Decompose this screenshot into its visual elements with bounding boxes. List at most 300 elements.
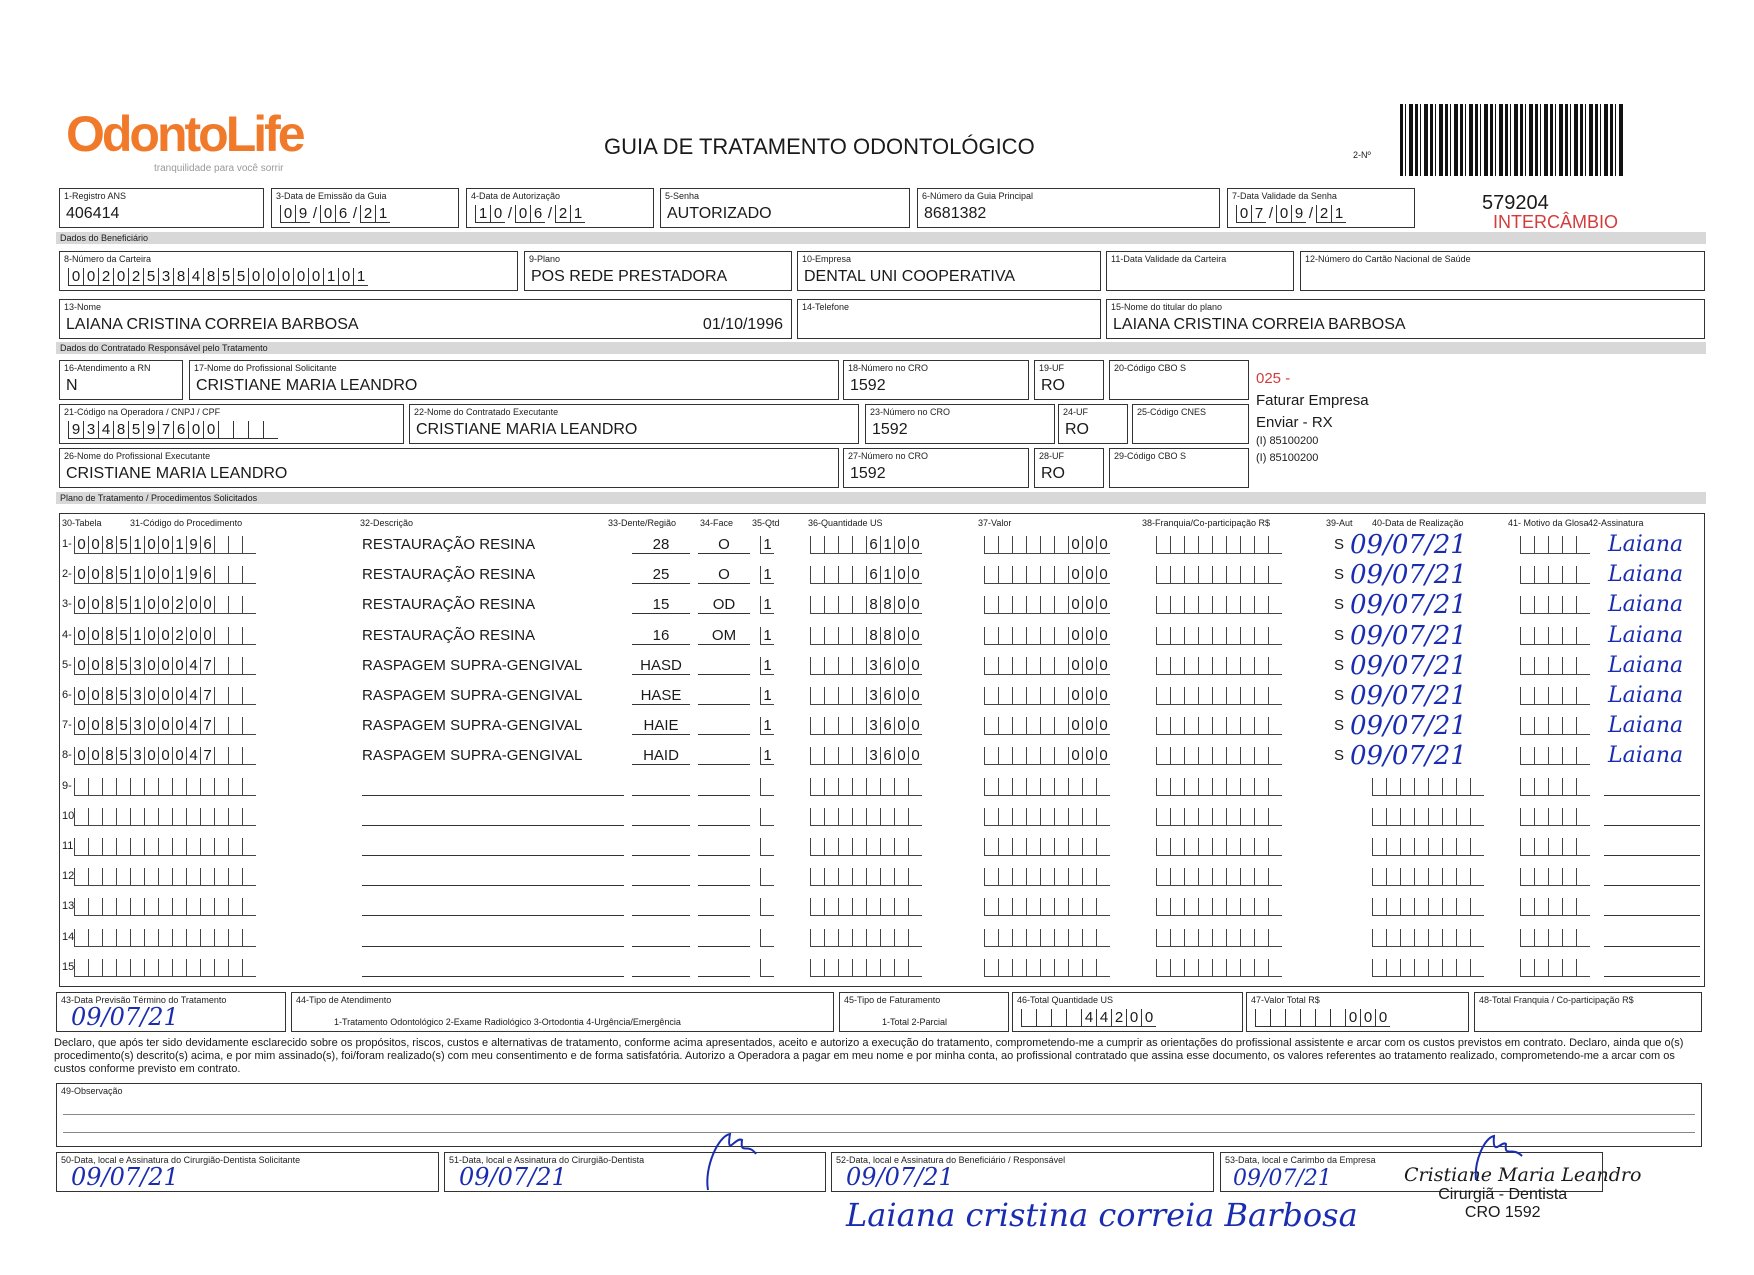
data-realizacao-digit — [1414, 959, 1428, 977]
motivo-glosa-digit — [1520, 778, 1534, 796]
quantidade-us-digit — [838, 898, 852, 916]
motivo-glosa-digit — [1520, 627, 1534, 645]
numero-carteira-digit: 0 — [113, 268, 128, 286]
assinatura-solicitante-date: 09/07/21 — [71, 1163, 179, 1191]
procedure-code-digit — [242, 898, 256, 916]
quantidade-us-digit — [852, 566, 866, 584]
numero-carteira-digit: 5 — [218, 268, 233, 286]
procedure-code-digit — [88, 868, 102, 886]
procedure-code-digit — [214, 898, 228, 916]
valor-digit — [1012, 778, 1026, 796]
valor-digit — [1040, 566, 1054, 584]
valor-digit — [1054, 838, 1068, 856]
quantidade-us-digit: 3 — [866, 687, 880, 705]
quantidade — [760, 808, 774, 826]
quantidade-us-digit: 0 — [894, 657, 908, 675]
procedure-description — [362, 808, 624, 826]
quantidade-us-digit: 0 — [894, 536, 908, 554]
cro-executante-label: 23-Número no CRO — [870, 407, 951, 417]
data-realizacao-digit — [1386, 778, 1400, 796]
patient-signature: Laiana cristina correia Barbosa — [846, 1196, 1358, 1234]
profissional-executante-field[interactable] — [59, 448, 839, 488]
procedure-code-digit: 1 — [172, 536, 186, 554]
franquia-digit — [1198, 627, 1212, 645]
procedure-code — [74, 808, 256, 826]
valor — [984, 959, 1110, 977]
empresa-field[interactable] — [797, 251, 1101, 291]
quantidade-us-digit — [908, 778, 922, 796]
quantidade-us-digit: 6 — [866, 566, 880, 584]
franquia — [1156, 959, 1282, 977]
motivo-glosa-digit — [1562, 808, 1576, 826]
franquia-digit — [1226, 838, 1240, 856]
procedure-code-digit — [214, 627, 228, 645]
motivo-glosa-digit — [1548, 959, 1562, 977]
procedure-code-digit — [102, 898, 116, 916]
procedure-code — [74, 627, 256, 645]
quantidade-us-digit: 6 — [880, 717, 894, 735]
numero-carteira-digit: 0 — [263, 268, 278, 286]
quantidade-us-digit: 3 — [866, 747, 880, 765]
registro-ans-label: 1-Registro ANS — [64, 191, 127, 201]
valor — [984, 778, 1110, 796]
uf-solicitante-field[interactable] — [1034, 360, 1104, 400]
data-realizacao-digit — [1470, 959, 1484, 977]
franquia-digit — [1226, 717, 1240, 735]
titular-plano-field[interactable] — [1106, 299, 1705, 339]
data-emissao-label: 3-Data de Emissão da Guia — [276, 191, 387, 201]
data-previsao-field[interactable] — [56, 992, 286, 1032]
procedure-code-digit — [74, 868, 88, 886]
registro-ans-field[interactable] — [59, 188, 264, 228]
data-realizacao-digit — [1442, 868, 1456, 886]
motivo-glosa — [1520, 657, 1590, 675]
quantidade-us-digit — [894, 778, 908, 796]
valor-total-digit — [1270, 1009, 1285, 1027]
quantidade-us-digit: 0 — [908, 657, 922, 675]
guia-number-label: 2-Nº — [1353, 150, 1371, 160]
procedure-code-digit: 0 — [144, 627, 158, 645]
quantidade-us-digit — [810, 596, 824, 614]
quantidade-us-digit — [824, 959, 838, 977]
contratado-executante-field[interactable] — [409, 404, 859, 444]
franquia-digit — [1184, 687, 1198, 705]
valor-digit — [1012, 627, 1026, 645]
franquia-digit — [1268, 657, 1282, 675]
motivo-glosa-digit — [1562, 627, 1576, 645]
valor-digit: 0 — [1096, 566, 1110, 584]
motivo-glosa-digit — [1548, 536, 1562, 554]
franquia-digit — [1226, 627, 1240, 645]
declaration-text: Declaro, que após ter sido devidamente esclarecido sobre os propósitos, riscos, custos e alternativas de tratamento, conforme acima apresentados, aceito e autorizo a execução do tratamento, comprometendo-me a cumprir as orientações do profissional assistente e arcar com os custos previstos em contrato. Declaro, ainda que o(s) procedimento(s) descrito(s) acima, e por mim assinado(s), foi/foram realizado(s) com meu consentimento e de forma satisfatória. Autorizo a Operadora a pagar em meu nome e por minha conta, ao profissional contratado que assina esse documento, os valores referentes ao tratamento realizado, comprometendo-me a arcar com os custos conforme previsto em contrato. — [54, 1037, 1684, 1075]
cbo-solicitante-label: 20-Código CBO S — [1114, 363, 1187, 373]
quantidade-digit — [760, 778, 774, 796]
cro-solicitante-field[interactable] — [843, 360, 1029, 400]
data-realizacao: 09/07/21 — [1350, 741, 1467, 772]
quantidade-us-digit: 0 — [908, 717, 922, 735]
telefone-label: 14-Telefone — [802, 302, 850, 312]
franquia-digit — [1156, 627, 1170, 645]
data-realizacao-digit — [1470, 778, 1484, 796]
franquia-digit — [1268, 687, 1282, 705]
franquia-digit — [1254, 536, 1268, 554]
franquia-digit — [1212, 596, 1226, 614]
franquia-digit — [1254, 717, 1268, 735]
valor-digit — [1082, 898, 1096, 916]
data-validade-senha-field[interactable] — [1227, 188, 1415, 228]
quantidade-us-digit — [894, 838, 908, 856]
franquia-digit — [1254, 747, 1268, 765]
valor-digit: 0 — [1068, 566, 1082, 584]
procedure-code-digit — [200, 778, 214, 796]
quantidade-us-digit — [866, 898, 880, 916]
total-franquia-field[interactable] — [1474, 992, 1702, 1032]
quantidade-us-digit — [810, 717, 824, 735]
procedure-code-digit — [228, 929, 242, 947]
row-signature: Laiana — [1608, 743, 1684, 769]
dente-regiao: 28 — [632, 536, 690, 554]
motivo-glosa-digit — [1562, 778, 1576, 796]
cartao-nacional-saude-field[interactable] — [1300, 251, 1705, 291]
nome-field[interactable] — [59, 299, 792, 339]
assinatura-beneficiario-field[interactable] — [831, 1152, 1214, 1192]
quantidade-us-digit — [824, 838, 838, 856]
valor-digit: 0 — [1096, 687, 1110, 705]
assinatura-solicitante-field[interactable] — [56, 1152, 439, 1192]
procedure-code-digit — [214, 959, 228, 977]
franquia-digit — [1212, 536, 1226, 554]
franquia-digit — [1198, 687, 1212, 705]
valor-digit — [998, 536, 1012, 554]
valor-digit — [1096, 838, 1110, 856]
procedure-code-digit — [242, 778, 256, 796]
data-emissao-digit: 0 — [280, 205, 295, 223]
valor — [984, 898, 1110, 916]
procedure-code-digit — [242, 747, 256, 765]
data-realizacao — [1372, 929, 1484, 947]
quantidade-us-digit: 0 — [894, 596, 908, 614]
numero-carteira-field[interactable] — [59, 251, 518, 291]
data-realizacao-digit — [1428, 868, 1442, 886]
quantidade-us-digit: 3 — [866, 717, 880, 735]
quantidade — [760, 898, 774, 916]
uf-solicitante-value: RO — [1041, 377, 1065, 394]
valor-digit: 0 — [1068, 747, 1082, 765]
franquia-digit — [1268, 838, 1282, 856]
assinatura-solicitante-label: 50-Data, local e Assinatura do Cirurgião-Dentista Solicitante — [61, 1155, 301, 1165]
valor-digit — [998, 687, 1012, 705]
quantidade — [760, 717, 774, 735]
codigo-operadora-field[interactable] — [59, 404, 404, 444]
procedure-code-digit — [214, 808, 228, 826]
motivo-glosa-digit — [1562, 687, 1576, 705]
motivo-glosa-digit — [1520, 838, 1534, 856]
franquia-digit — [1184, 838, 1198, 856]
data-nascimento-value: 01/10/1996 — [702, 316, 783, 333]
profissional-solicitante-field[interactable] — [189, 360, 839, 400]
data-realizacao-digit — [1372, 898, 1386, 916]
face — [698, 687, 750, 705]
procedure-code-digit: 1 — [130, 596, 144, 614]
numero-guia-principal-field[interactable] — [917, 188, 1220, 228]
codigo-operadora-digit: 8 — [113, 421, 128, 439]
numero-carteira-digit: 5 — [143, 268, 158, 286]
plano-field[interactable] — [524, 251, 792, 291]
dentist-signature — [700, 1128, 770, 1192]
procedure-code-digit — [172, 929, 186, 947]
franquia-digit — [1240, 929, 1254, 947]
quantidade-digit — [760, 808, 774, 826]
numero-carteira-digit: 4 — [188, 268, 203, 286]
franquia-digit — [1170, 627, 1184, 645]
codigo-operadora-digits — [68, 421, 278, 439]
quantidade-us-digit — [824, 808, 838, 826]
data-realizacao-digit — [1414, 808, 1428, 826]
numero-carteira-digit: 5 — [233, 268, 248, 286]
motivo-glosa-digit — [1534, 536, 1548, 554]
row-number: 9- — [62, 779, 72, 792]
procedure-code-digit: 8 — [102, 536, 116, 554]
valor-digit — [998, 596, 1012, 614]
data-realizacao-digit — [1400, 868, 1414, 886]
data-realizacao-digit — [1400, 959, 1414, 977]
cbo-solicitante-field[interactable] — [1109, 360, 1249, 400]
quantidade-us — [810, 778, 922, 796]
data-realizacao-digit — [1386, 929, 1400, 947]
codigo-operadora-digit: 3 — [83, 421, 98, 439]
row-signature — [1604, 808, 1700, 826]
quantidade — [760, 657, 774, 675]
motivo-glosa-digit — [1548, 566, 1562, 584]
row-signature: Laiana — [1608, 683, 1684, 708]
uf-profissional-field[interactable] — [1034, 448, 1104, 488]
procedure-code-digit — [242, 808, 256, 826]
uf-profissional-label: 28-UF — [1039, 451, 1065, 461]
procedure-code-digit: 7 — [200, 657, 214, 675]
valor-total-field[interactable] — [1246, 992, 1469, 1032]
quantidade-us-digit — [852, 536, 866, 554]
motivo-glosa-digit — [1534, 657, 1548, 675]
cro-profissional-field[interactable] — [843, 448, 1029, 488]
cbo-profissional-field[interactable] — [1109, 448, 1249, 488]
data-validade-carteira-label: 11-Data Validade da Carteira — [1111, 254, 1227, 264]
total-quantidade-us-field[interactable] — [1012, 992, 1243, 1032]
motivo-glosa-digit — [1534, 687, 1548, 705]
dente-regiao — [632, 898, 690, 916]
procedure-code-digit — [144, 929, 158, 947]
data-realizacao-digit — [1470, 868, 1484, 886]
contratado-executante-label: 22-Nome do Contratado Executante — [414, 407, 559, 417]
procedure-code-digit: 0 — [158, 687, 172, 705]
procedure-code-digit: 0 — [144, 536, 158, 554]
cro-executante-field[interactable] — [865, 404, 1055, 444]
franquia-digit — [1156, 717, 1170, 735]
franquia-digit — [1198, 536, 1212, 554]
profissional-executante-label: 26-Nome do Profissional Executante — [64, 451, 211, 461]
quantidade — [760, 747, 774, 765]
procedure-code-digit — [88, 838, 102, 856]
motivo-glosa-digit — [1520, 657, 1534, 675]
total-quantidade-us-digit — [1036, 1009, 1051, 1027]
dente-regiao — [632, 959, 690, 977]
franquia-digit — [1170, 747, 1184, 765]
quantidade-us-digit — [824, 868, 838, 886]
valor-digit: 0 — [1068, 536, 1082, 554]
table-header-cell: 39-Aut — [1326, 518, 1353, 528]
data-validade-senha-digit: 7 — [1251, 205, 1266, 223]
procedure-code-digit: 7 — [200, 747, 214, 765]
franquia-digit — [1212, 808, 1226, 826]
procedure-code-digit: 0 — [88, 627, 102, 645]
procedure-code-digit: 4 — [186, 657, 200, 675]
franquia-digit — [1156, 566, 1170, 584]
data-validade-senha-label: 7-Data Validade da Senha — [1232, 191, 1337, 201]
franquia-digit — [1184, 929, 1198, 947]
procedure-code-digit: 6 — [200, 566, 214, 584]
motivo-glosa-digit — [1576, 566, 1590, 584]
procedure-code-digit — [144, 868, 158, 886]
dente-regiao: 15 — [632, 596, 690, 614]
row-number: 15 — [62, 960, 75, 973]
procedure-code-digit: 4 — [186, 687, 200, 705]
franquia-digit — [1240, 536, 1254, 554]
franquia-digit — [1198, 929, 1212, 947]
procedure-code — [74, 566, 256, 584]
franquia-digit — [1156, 898, 1170, 916]
franquia-digit — [1212, 717, 1226, 735]
total-quantidade-us-digit: 4 — [1081, 1009, 1096, 1027]
numero-carteira-digit: 1 — [353, 268, 368, 286]
franquia-digit — [1226, 959, 1240, 977]
telefone-field[interactable] — [797, 299, 1101, 339]
uf-executante-field[interactable] — [1058, 404, 1128, 444]
valor-total-digit — [1330, 1009, 1345, 1027]
valor-digit — [984, 868, 998, 886]
senha-field[interactable] — [660, 188, 910, 228]
intercambio-label: INTERCÂMBIO — [1493, 212, 1619, 232]
franquia — [1156, 566, 1282, 584]
data-realizacao-digit — [1456, 778, 1470, 796]
valor-digit — [1026, 596, 1040, 614]
procedure-code-digit: 3 — [130, 687, 144, 705]
data-previsao-label: 43-Data Previsão Término do Tratamento — [61, 995, 227, 1005]
motivo-glosa-digit — [1562, 717, 1576, 735]
valor-digit: 0 — [1096, 747, 1110, 765]
quantidade — [760, 929, 774, 947]
data-realizacao-digit — [1386, 959, 1400, 977]
quantidade-digit — [760, 959, 774, 977]
dente-regiao: HAIE — [632, 717, 690, 735]
valor-digit: 0 — [1082, 596, 1096, 614]
valor-digit — [1026, 929, 1040, 947]
motivo-glosa-digit — [1562, 566, 1576, 584]
uf-executante-value: RO — [1065, 421, 1089, 438]
procedure-code-digit: 0 — [88, 657, 102, 675]
table-header-cell: 35-Qtd — [752, 518, 780, 528]
procedure-code-digit — [144, 959, 158, 977]
procedure-code-digit — [186, 898, 200, 916]
quantidade-us-digit — [824, 627, 838, 645]
procedure-description — [362, 898, 624, 916]
data-realizacao-digit — [1442, 929, 1456, 947]
procedure-code-digit: 4 — [186, 747, 200, 765]
procedure-code-digit: 0 — [144, 747, 158, 765]
observacao-field[interactable] — [56, 1083, 1702, 1147]
franquia-digit — [1268, 808, 1282, 826]
atendimento-rn-field[interactable] — [59, 360, 183, 400]
quantidade-digit: 1 — [760, 596, 774, 614]
data-emissao-field[interactable] — [271, 188, 459, 228]
data-validade-carteira-field[interactable] — [1106, 251, 1294, 291]
quantidade-digit: 1 — [760, 536, 774, 554]
procedure-code-digit: 0 — [74, 536, 88, 554]
data-validade-senha-digit: 9 — [1291, 205, 1306, 223]
quantidade-us-digit: 0 — [908, 536, 922, 554]
quantidade-us-digit: 0 — [908, 596, 922, 614]
valor-digit — [1054, 929, 1068, 947]
valor-digit: 0 — [1082, 566, 1096, 584]
procedure-code — [74, 959, 256, 977]
row-number: 12 — [62, 870, 75, 883]
procedure-code-digit — [228, 959, 242, 977]
valor — [984, 838, 1110, 856]
data-autorizacao-field[interactable] — [466, 188, 654, 228]
procedure-code-digit — [228, 536, 242, 554]
franquia-digit — [1212, 898, 1226, 916]
dente-regiao — [632, 929, 690, 947]
data-realizacao — [1372, 778, 1484, 796]
quantidade-us-digit — [852, 596, 866, 614]
tipo-faturamento-field[interactable] — [839, 992, 1009, 1032]
franquia-digit — [1156, 838, 1170, 856]
data-realizacao-digit — [1428, 959, 1442, 977]
procedure-code-digit: 0 — [158, 536, 172, 554]
procedure-code — [74, 657, 256, 675]
procedure-code-digit — [116, 868, 130, 886]
quantidade-us-digit — [852, 657, 866, 675]
quantidade-us — [810, 929, 922, 947]
valor-digit — [998, 868, 1012, 886]
valor-digit — [1040, 898, 1054, 916]
franquia-digit — [1212, 627, 1226, 645]
procedure-code — [74, 868, 256, 886]
franquia-digit — [1268, 898, 1282, 916]
valor-digit — [1026, 959, 1040, 977]
face — [698, 747, 750, 765]
valor-digit — [1040, 627, 1054, 645]
tipo-atendimento-field[interactable] — [291, 992, 834, 1032]
procedure-code-digit: 0 — [200, 627, 214, 645]
numero-carteira-digit: 0 — [248, 268, 263, 286]
procedure-code-digit: 0 — [200, 596, 214, 614]
procedure-description — [362, 868, 624, 886]
procedure-code-digit — [158, 929, 172, 947]
table-header-cell: 30-Tabela — [62, 518, 102, 528]
valor-digit — [998, 808, 1012, 826]
quantidade-us — [810, 687, 922, 705]
procedure-code-digit: 0 — [88, 747, 102, 765]
valor-digit — [1054, 687, 1068, 705]
franquia-digit — [1156, 596, 1170, 614]
motivo-glosa-digit — [1576, 868, 1590, 886]
data-autorizacao-digit: / — [547, 205, 553, 222]
motivo-glosa-digit — [1520, 808, 1534, 826]
quantidade-us — [810, 536, 922, 554]
franquia-digit — [1212, 929, 1226, 947]
valor-digit — [984, 627, 998, 645]
cnes-field[interactable] — [1132, 404, 1249, 444]
data-realizacao: 09/07/21 — [1350, 681, 1467, 711]
